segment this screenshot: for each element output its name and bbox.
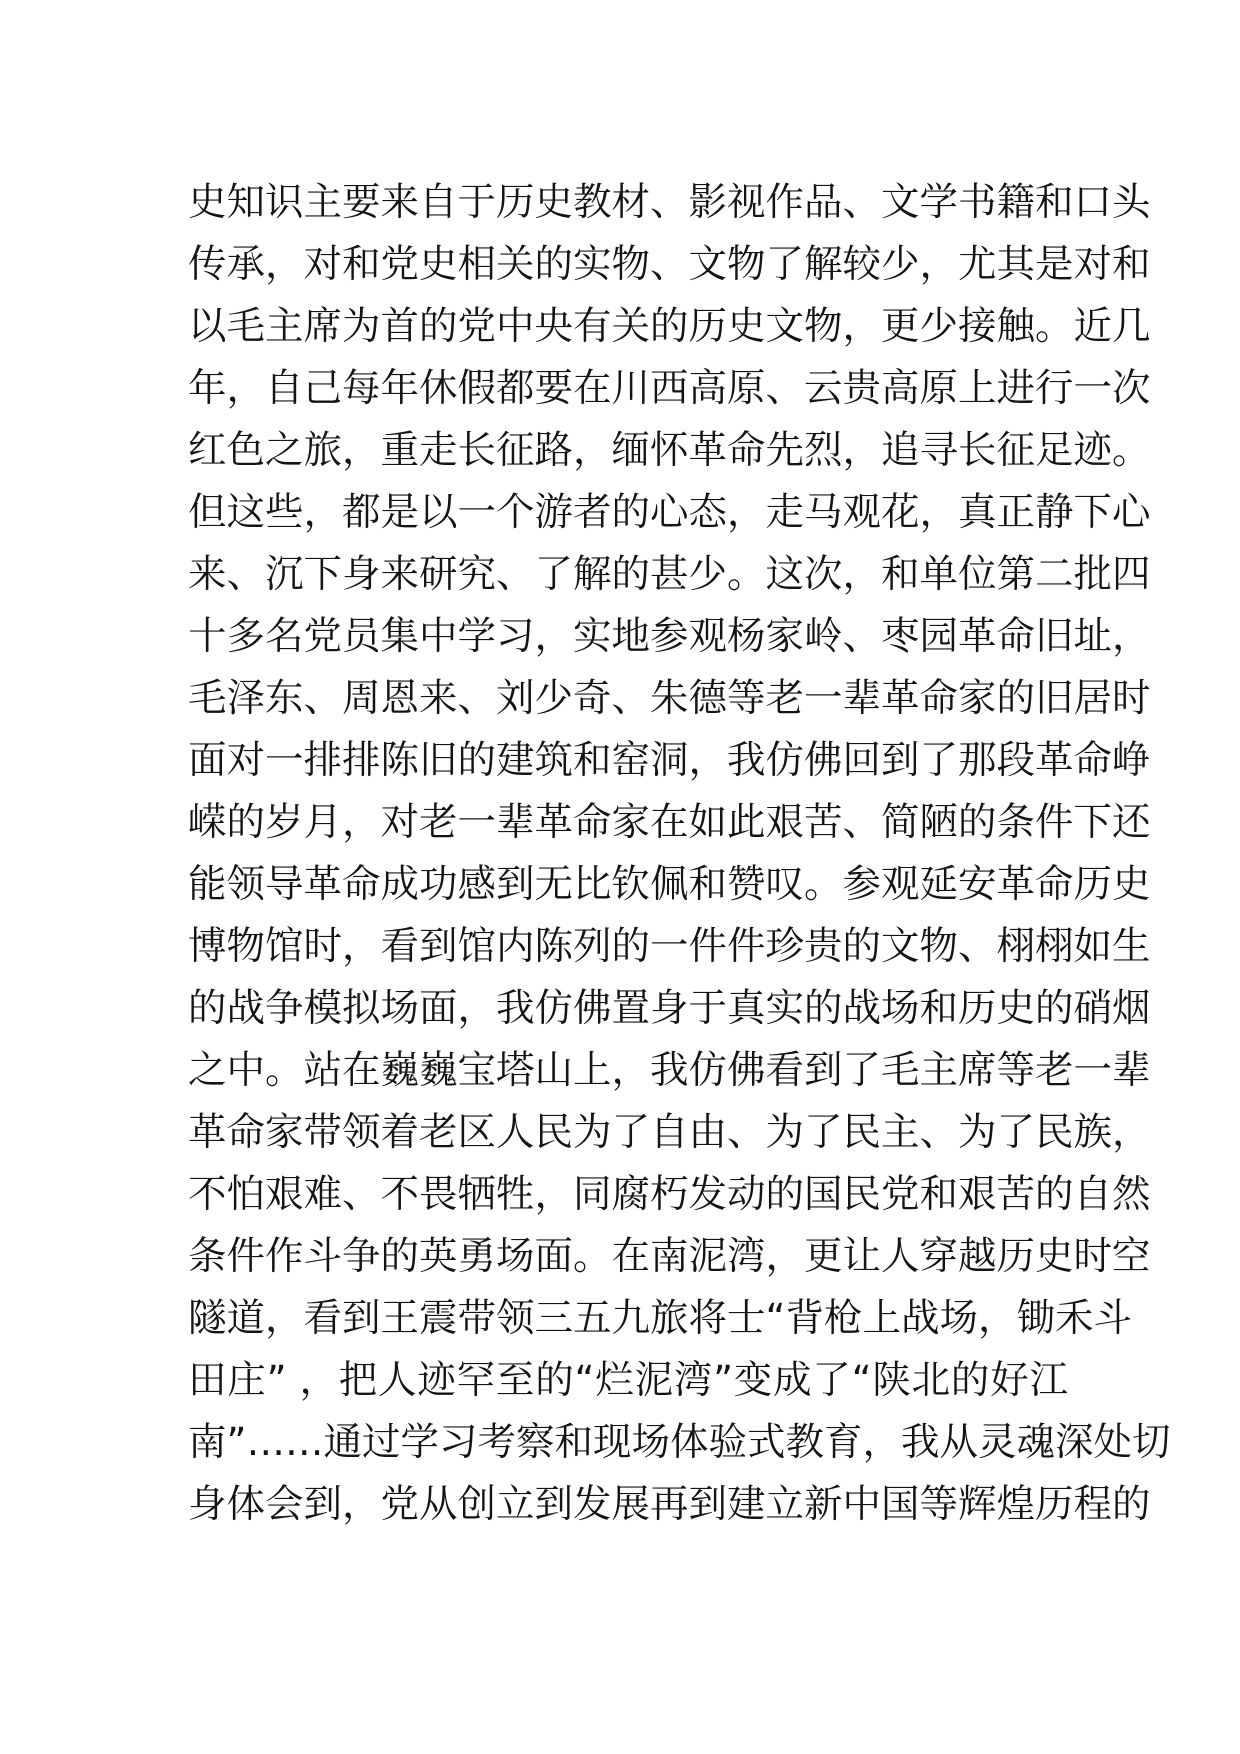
text-line: 隧道，看到王震带领三五九旅将士“背枪上战场，锄禾斗 (188, 1296, 1132, 1341)
text-line: 毛泽东、周恩来、刘少奇、朱德等老一辈革命家的旧居时 (188, 676, 1151, 721)
text-line: 条件作斗争的英勇场面。在南泥湾，更让人穿越历史时空 (188, 1234, 1151, 1279)
text-line: 革命家带领着老区人民为了自由、为了民主、为了民族， (188, 1110, 1151, 1155)
text-line: 田庄” ，把人迹罕至的“烂泥湾”变成了“陕北的好江 (188, 1358, 1068, 1403)
text-line: 面对一排排陈旧的建筑和窑洞，我仿佛回到了那段革命峥 (188, 738, 1151, 783)
text-line: 但这些，都是以一个游者的心态，走马观花，真正静下心 (188, 490, 1151, 535)
text-line: 南”……通过学习考察和现场体验式教育，我从灵魂深处切 (188, 1420, 1171, 1465)
text-line: 能领导革命成功感到无比钦佩和赞叹。参观延安革命历史 (188, 862, 1151, 907)
text-line: 年，自己每年休假都要在川西高原、云贵高原上进行一次 (188, 366, 1151, 411)
text-line: 传承，对和党史相关的实物、文物了解较少，尤其是对和 (188, 242, 1151, 287)
text-line: 博物馆时，看到馆内陈列的一件件珍贵的文物、栩栩如生 (188, 924, 1151, 969)
text-line: 不怕艰难、不畏牺牲，同腐朽发动的国民党和艰苦的自然 (188, 1172, 1151, 1217)
text-line: 的战争模拟场面，我仿佛置身于真实的战场和历史的硝烟 (188, 986, 1151, 1031)
text-line: 红色之旅，重走长征路，缅怀革命先烈，追寻长征足迹。 (188, 428, 1151, 473)
text-line: 之中。站在巍巍宝塔山上，我仿佛看到了毛主席等老一辈 (188, 1048, 1151, 1093)
text-line: 十多名党员集中学习，实地参观杨家岭、枣园革命旧址， (188, 614, 1151, 659)
text-line: 来、沉下身来研究、了解的甚少。这次，和单位第二批四 (188, 552, 1151, 597)
text-line: 以毛主席为首的党中央有关的历史文物，更少接触。近几 (188, 304, 1151, 349)
text-line: 史知识主要来自于历史教材、影视作品、文学书籍和口头 (188, 180, 1151, 225)
body-text (188, 172, 1171, 1536)
text-line: 身体会到，党从创立到发展再到建立新中国等辉煌历程的 (188, 1482, 1151, 1527)
text-line: 嵘的岁月，对老一辈革命家在如此艰苦、简陋的条件下还 (188, 800, 1151, 845)
